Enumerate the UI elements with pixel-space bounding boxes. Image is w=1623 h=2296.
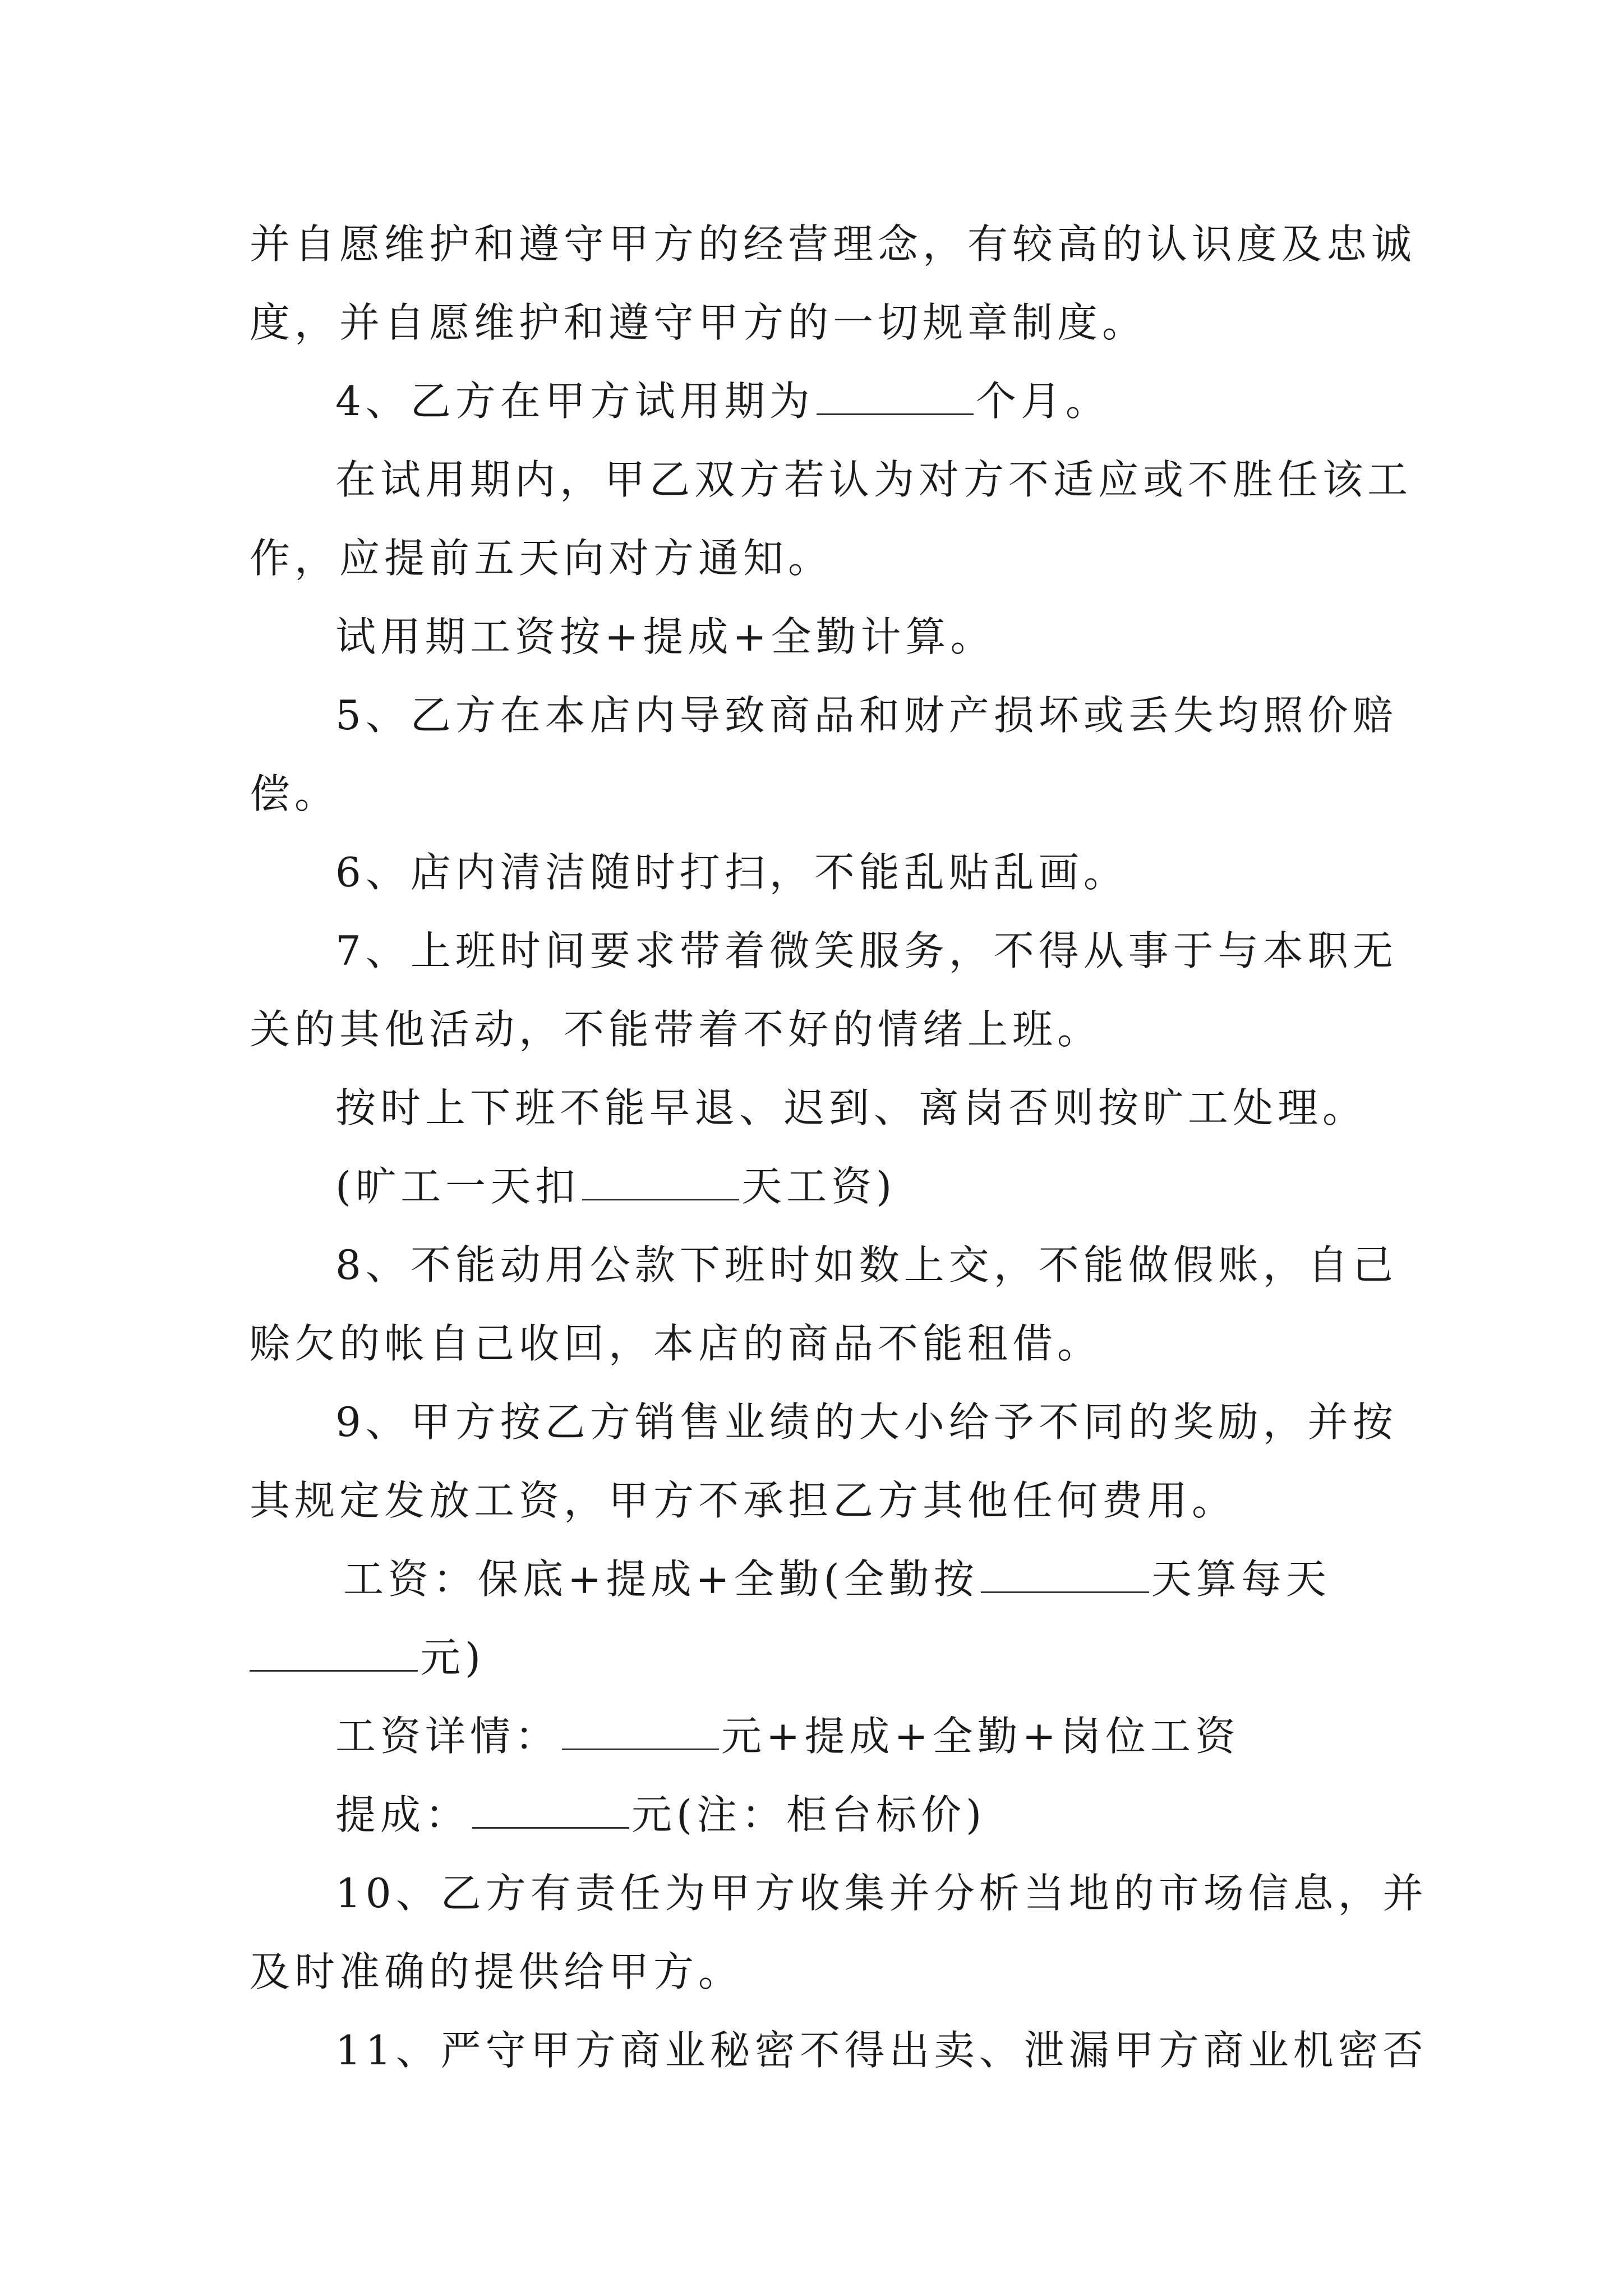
fill-in-blank[interactable] xyxy=(250,1635,418,1672)
fill-in-blank[interactable] xyxy=(981,1557,1149,1593)
text-line: 按时上下班不能早退、迟到、离岗否则按旷工处理。 xyxy=(335,1084,1368,1131)
text-segment: 个月。 xyxy=(975,378,1110,425)
text-line: 9、甲方按乙方销售业绩的大小给予不同的奖励，并按 xyxy=(335,1398,1398,1446)
fill-in-blank[interactable] xyxy=(562,1714,719,1750)
text-line: 度，并自愿维护和遵守甲方的一切规章制度。 xyxy=(250,299,1147,346)
text-line: 并自愿维护和遵守甲方的经营理念，有较高的认识度及忠诚 xyxy=(250,220,1417,268)
text-segment: 4、乙方在甲方试用期为 xyxy=(335,378,814,425)
text-line: 6、店内清洁随时打扫，不能乱贴乱画。 xyxy=(335,849,1128,896)
text-line: 5、乙方在本店内导致商品和财产损坏或丢失均照价赔 xyxy=(335,692,1398,739)
text-line: 及时准确的提供给甲方。 xyxy=(250,1948,744,1995)
text-line: 赊欠的帐自己收回，本店的商品不能租借。 xyxy=(250,1320,1103,1367)
text-line: 8、不能动用公款下班时如数上交，不能做假账，自己 xyxy=(335,1241,1398,1289)
text-segment: 提成： xyxy=(335,1791,471,1838)
salary-detail-line xyxy=(335,1708,1388,1764)
text-line: 其规定发放工资，甲方不承担乙方其他任何费用。 xyxy=(250,1477,1237,1524)
salary-line xyxy=(343,1551,1396,1607)
commission-line xyxy=(335,1787,1388,1843)
text-segment: 工资：保底+提成+全勤(全勤按 xyxy=(343,1556,979,1603)
text-segment: 元+提成+全勤+岗位工资 xyxy=(721,1713,1241,1760)
text-segment: 元) xyxy=(420,1634,486,1681)
salary-line-continued xyxy=(250,1630,1388,1686)
absence-deduction-line xyxy=(335,1158,1388,1214)
fill-in-blank[interactable] xyxy=(582,1164,739,1200)
text-line: 关的其他活动，不能带着不好的情绪上班。 xyxy=(250,1006,1103,1053)
text-line: 试用期工资按+提成+全勤计算。 xyxy=(335,613,995,660)
text-line: 作，应提前五天向对方通知。 xyxy=(250,535,833,582)
fill-in-blank[interactable] xyxy=(817,379,974,415)
text-segment: 天工资) xyxy=(741,1163,897,1210)
text-segment: 元(注：柜台标价) xyxy=(631,1791,986,1838)
text-segment: (旷工一天扣 xyxy=(335,1163,580,1210)
text-segment: 天算每天 xyxy=(1151,1556,1331,1603)
text-line: 偿。 xyxy=(250,770,340,817)
text-line: 11、严守甲方商业秘密不得出卖、泄漏甲方商业机密否 xyxy=(335,2027,1428,2074)
text-line: 10、乙方有责任为甲方收集并分析当地的市场信息，并 xyxy=(335,1870,1428,1917)
fill-in-blank[interactable] xyxy=(472,1792,629,1829)
trial-period-line xyxy=(335,373,1388,429)
text-line: 7、上班时间要求带着微笑服务，不得从事于与本职无 xyxy=(335,927,1398,974)
text-segment: 工资详情： xyxy=(335,1713,560,1760)
text-line: 在试用期内，甲乙双方若认为对方不适应或不胜任该工 xyxy=(335,456,1413,503)
